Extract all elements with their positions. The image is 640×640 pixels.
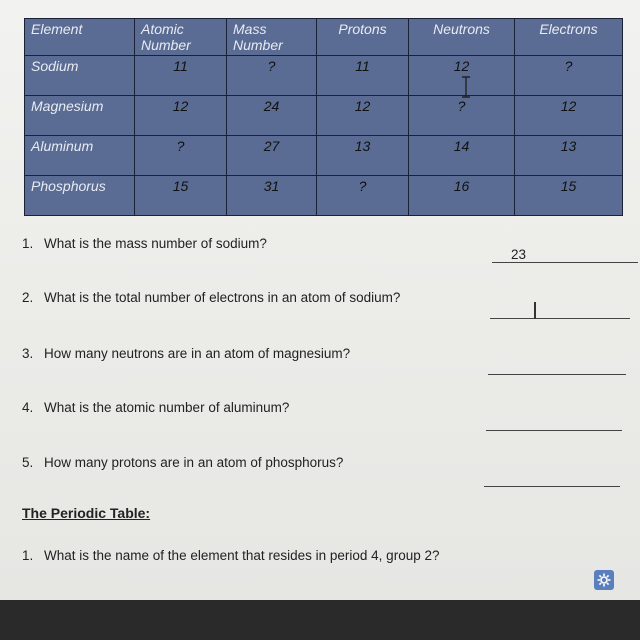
question-2 [22, 290, 400, 305]
question-text: What is the total number of electrons in an atom of sodium? [44, 290, 401, 305]
periodic-table-heading: The Periodic Table: [22, 505, 151, 521]
question-text: What is the name of the element that resides in period 4, group 2? [44, 548, 440, 563]
gear-icon[interactable] [594, 570, 614, 590]
gear-icon-glyph [597, 573, 611, 587]
header-mass-number: Mass Number [227, 19, 317, 56]
table-cell: 12 [515, 96, 623, 136]
answer-1-text: 23 [511, 247, 527, 262]
table-cell: 13 [317, 136, 409, 176]
table-cell: 14 [409, 136, 515, 176]
question-text: How many protons are in an atom of phosphorus? [44, 455, 344, 470]
table-cell: 15 [515, 176, 623, 216]
question-number: 5. [22, 455, 34, 470]
table-row [25, 176, 623, 216]
header-protons: Protons [317, 19, 409, 56]
text-cursor-icon [460, 76, 472, 98]
answer-1-line[interactable] [492, 262, 638, 263]
table-cell: ? [409, 96, 515, 136]
header-atomic-number: Atomic Number [135, 19, 227, 56]
element-name: Magnesium [25, 96, 135, 136]
question-3 [22, 346, 350, 361]
table-header-row [25, 19, 623, 56]
periodic-question-1 [22, 548, 439, 563]
header-element: Element [25, 19, 135, 56]
table-cell: 13 [515, 136, 623, 176]
table-cell: 12 [409, 56, 515, 96]
table-cell: 11 [317, 56, 409, 96]
question-number: 1. [22, 548, 34, 563]
answer-3-line[interactable] [488, 374, 626, 375]
table-cell: 16 [409, 176, 515, 216]
element-name: Phosphorus [25, 176, 135, 216]
answer-5-line[interactable] [484, 486, 620, 487]
table-row [25, 96, 623, 136]
table-cell: ? [515, 56, 623, 96]
element-name: Aluminum [25, 136, 135, 176]
table-cell: 11 [135, 56, 227, 96]
element-table [24, 18, 622, 216]
table-cell: ? [317, 176, 409, 216]
question-text: What is the mass number of sodium? [44, 236, 267, 251]
header-neutrons: Neutrons [409, 19, 515, 56]
element-name: Sodium [25, 56, 135, 96]
text-caret [534, 302, 536, 319]
table-cell: 27 [227, 136, 317, 176]
question-1 [22, 236, 267, 251]
question-text: What is the atomic number of aluminum? [44, 400, 290, 415]
element-table-grid [24, 18, 623, 216]
table-cell: 12 [135, 96, 227, 136]
question-number: 1. [22, 236, 34, 251]
answer-4-line[interactable] [486, 430, 622, 431]
table-cell: 31 [227, 176, 317, 216]
table-cell: 24 [227, 96, 317, 136]
question-text: How many neutrons are in an atom of magnesium? [44, 346, 351, 361]
question-number: 3. [22, 346, 34, 361]
table-cell: ? [227, 56, 317, 96]
header-electrons: Electrons [515, 19, 623, 56]
answer-2-line[interactable] [490, 318, 630, 319]
question-4 [22, 400, 289, 415]
table-row [25, 136, 623, 176]
question-5 [22, 455, 343, 470]
table-cell: 15 [135, 176, 227, 216]
table-cell: ? [135, 136, 227, 176]
question-number: 2. [22, 290, 34, 305]
table-cell: 12 [317, 96, 409, 136]
table-row [25, 56, 623, 96]
question-number: 4. [22, 400, 34, 415]
